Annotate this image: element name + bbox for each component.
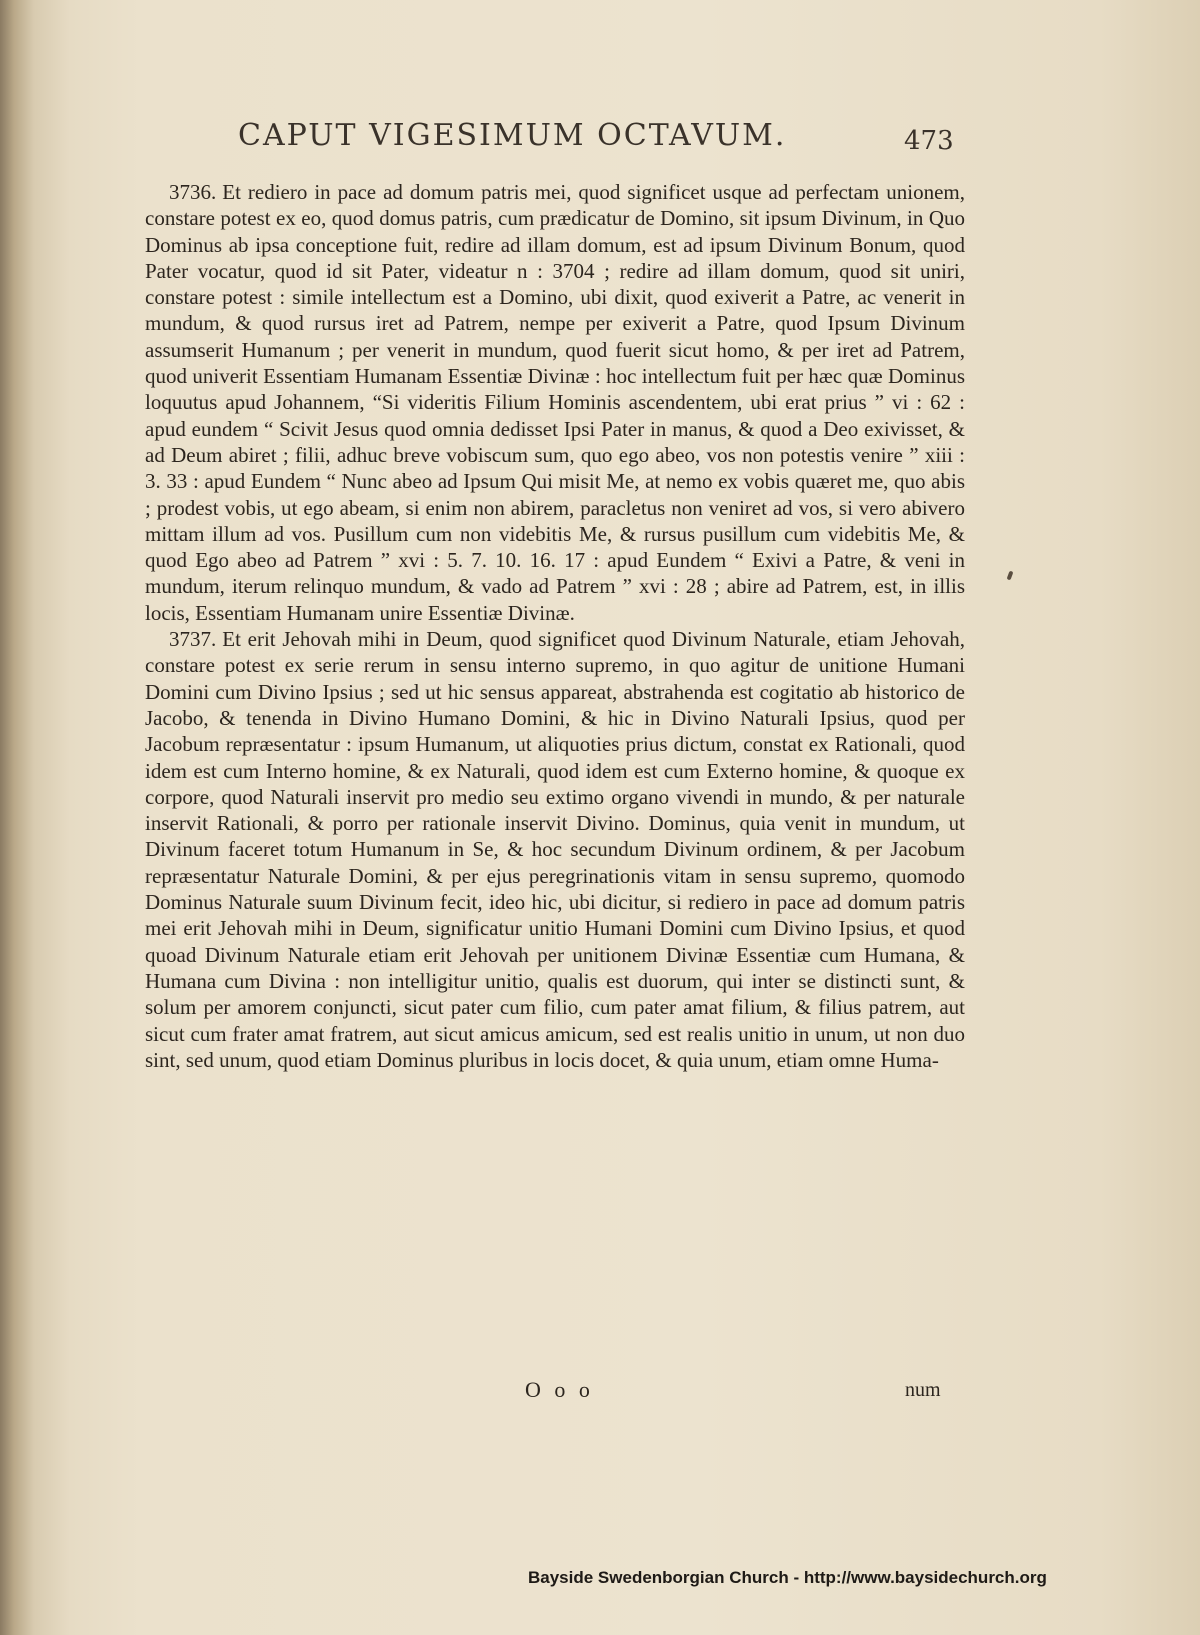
paragraph-number: 3736. bbox=[169, 180, 217, 204]
paragraph bbox=[145, 179, 965, 626]
paragraph-text: Et rediero in pace ad domum patris mei, quod significet usque ad perfectam unionem, constare potest ex eo, quod domus patris, cum prædicatur de Domino, sit ipsum Divinum, in Quo Dominus ab ipsa conceptione fuit, redire ad illam domum, est ad ipsum Divinum Bonum, quod Pater vocatur, quod id sit Pater, videatur n : 3704 ; redire ad illam domum, quod sit uniri, constare potest : simile intellectum est a Domino, ubi dixit, quod exiverit a Patre, ac venerit in mundum, & quod rursus iret ad Patrem, nempe per exiverit a Patre, quod Ipsum Divinum assumserit Humanum ; per venerit in mundum, quod fuerit sicut homo, & per iret ad Patrem, quod univerit Essentiam Humanam Essentiæ Divinæ : hoc intellectum fuit per hæc quæ Dominus loquutus apud Johannem, “Si videritis Filium Hominis ascendentem, ubi erat prius ” vi : 62 : apud eundem “ Scivit Jesus quod omnia dedisset Ipsi Pater in manus, & quod a Deo exivisset, & ad Deum abiret ; filii, adhuc breve vobiscum sum, quo ego abeo, vos non potestis venire ” xiii : 3. 33 : apud Eundem “ Nunc abeo ad Ipsum Qui misit Me, at nemo ex vobis quæret me, quo abis ; prodest vobis, ut ego abeam, si enim non abirem, paracletus non veniret ad vos, si vero abivero mittam illum ad vos. Pusillum cum non videbitis Me, & rursus pusillum cum videbitis Me, & quod Ego abeo ad Patrem ” xvi : 5. 7. 10. 16. 17 : apud Eundem “ Exivi a Patre, & veni in mundum, iterum relinquo mundum, & vado ad Patrem ” xvi : 28 ; abire ad Patrem, est, in illis locis, Essentiam Humanam unire Essentiæ Divinæ. bbox=[145, 180, 965, 625]
page-number: 473 bbox=[904, 126, 954, 156]
page-title: CAPUT VIGESIMUM OCTAVUM. bbox=[238, 118, 787, 153]
paragraph bbox=[145, 626, 965, 1073]
running-head bbox=[238, 118, 998, 162]
text-block bbox=[145, 179, 965, 1073]
catchword: num bbox=[905, 1379, 941, 1401]
paragraph-text: Et erit Jehovah mihi in Deum, quod significet quod Divinum Naturale, etiam Jehovah, constare potest ex serie rerum in sensu interno supremo, in quo agitur de unitione Humani Domini cum Divino Ipsius ; sed ut hic sensus appareat, abstrahenda est cogitatio ab historico de Jacobo, & tenenda in Divino Humano Domini, & hic in Divino Naturali Ipsius, quod per Jacobum repræsentatur : ipsum Humanum, ut aliquoties prius dictum, constat ex Rationali, quod idem est cum Interno homine, & ex Naturali, quod idem est cum Externo homine, & quoque ex corpore, quod Naturali inservit pro medio seu extimo organo vivendi in mundo, & per naturale inservit Rationali, & porro per rationale inservit Divino. Dominus, quia venit in mundum, ut Divinum faceret totum Humanum in Se, & hoc secundum Divinum ordinem, & per Jacobum repræsentatur Naturale Domini, & per ejus peregrinationis vitam in sensu supremo, quomodo Dominus Naturale suum Divinum fecit, ideo hic, ubi dicitur, si rediero in pace ad domum patris mei erit Jehovah mihi in Deum, significatur unitio Humani Domini cum Divino Ipsius, et quod quoad Divinum Naturale etiam erit Jehovah per unitionem Divinæ Essentiæ cum Humana, & Humana cum Divina : non intelligitur unitio, qualis est duorum, qui inter se distincti sunt, & solum per amorem conjuncti, sicut pater cum filio, cum pater amat filium, & filius patrem, aut sicut cum frater amat fratrem, aut sicut amicus amicum, sed est realis unitio in unum, ut non duo sint, sed unum, quod etiam Dominus pluribus in locis docet, & quia unum, etiam omne Huma- bbox=[145, 627, 965, 1072]
ink-speck bbox=[1007, 571, 1014, 581]
signature-mark: O o o bbox=[525, 1377, 594, 1402]
watermark-credit: Bayside Swedenborgian Church - http://www.baysidechurch.org bbox=[528, 1568, 1047, 1587]
paragraph-number: 3737. bbox=[169, 627, 217, 652]
